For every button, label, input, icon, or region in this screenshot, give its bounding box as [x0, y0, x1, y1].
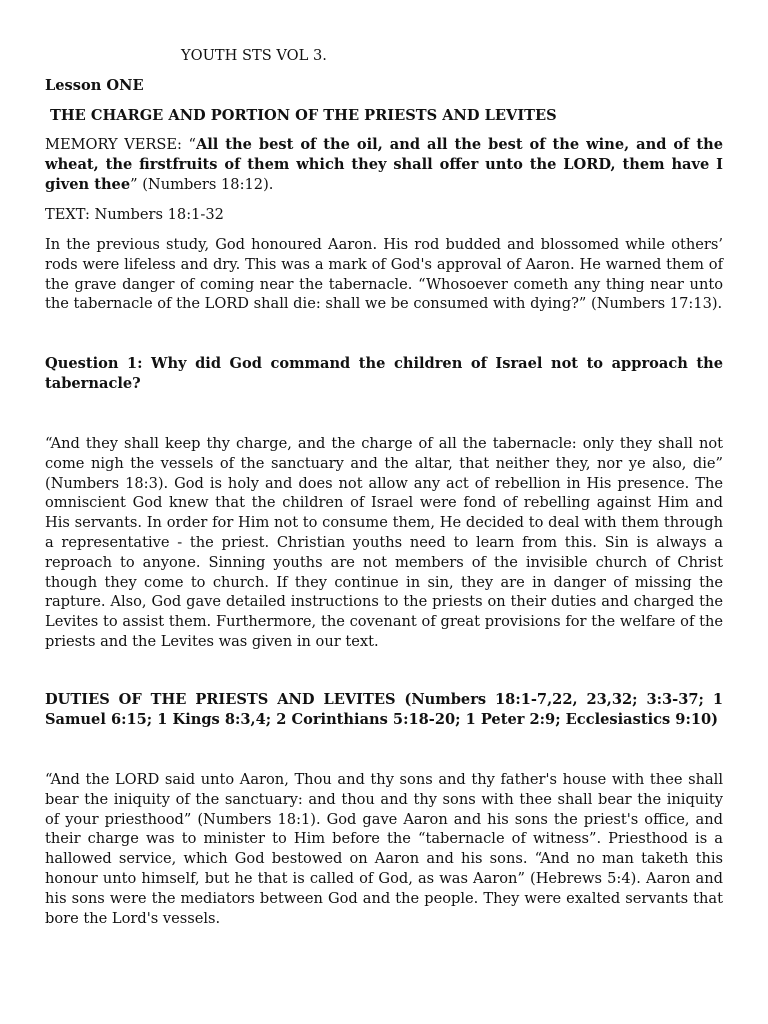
duties-heading: DUTIES OF THE PRIESTS AND LEVITES (Numbers 18:1-7,22, 23,32; 3:3-37; 1 Samuel 6:15; 1 Kings 8:3,4; 2 Corinthians 5:18-20; 1 Peter 2:9; Ecclesiastics 9:10) — [45, 691, 723, 728]
intro-paragraph: In the previous study, God honoured Aaron. His rod budded and blossomed while others’ rods were lifeless and dry. This was a mark of God's approval of Aaron. He warned them of the grave danger of coming near the tabernacle. “Whosoever cometh any thing near unto the tabernacle of the LORD shall die: shall we be consumed with dying?” (Numbers 17:13). — [45, 236, 723, 313]
memory-verse-reference: ” (Numbers 18:12). — [130, 175, 274, 193]
lesson-title: THE CHARGE AND PORTION OF THE PRIESTS AND LEVITES — [50, 107, 557, 124]
memory-verse-label: MEMORY VERSE: “ — [45, 136, 196, 153]
question-1: Question 1: Why did God command the children of Israel not to approach the tabernacle? — [45, 355, 723, 392]
duties-paragraph: “And the LORD said unto Aaron, Thou and thy sons and thy father's house with thee shall bear the iniquity of the sanctuary: and thou and thy sons with thee shall bear the iniquity of your priesthood” (Numbers 18:1). God gave Aaron and his sons the priest's office, and their charge was to minister to Him before the “tabernacle of witness”. Priesthood is a hallowed service, which God bestowed on Aaron and his sons. “And no man taketh this honour unto himself, but he that is called of God, as was Aaron” (Hebrews 5:4). Aaron and his sons were the mediators between God and the people. They were exalted servants that bore the Lord's vessels. — [45, 771, 723, 927]
memory-verse — [45, 135, 723, 194]
memory-verse-quote: All the best of the oil, and all the best of the wine, and of the wheat, the firstfruits of them which they shall offer unto the LORD, them have I given thee — [45, 136, 723, 193]
answer-1-paragraph: “And they shall keep thy charge, and the charge of all the tabernacle: only they shall not come nigh the vessels of the sanctuary and the altar, that neither they, nor ye also, die” (Numbers 18:3). God is holy and does not allow any act of rebellion in His presence. The omniscient God knew that the children of Israel were fond of rebelling against Him and His servants. In order for Him not to consume them, He decided to deal with them through a representative - the priest. Christian youths need to learn from this. Sin is always a reproach to anyone. Sinning youths are not members of the invisible church of Christ though they come to church. If they continue in sin, they are in danger of missing the rapture. Also, God gave detailed instructions to the priests on their duties and charged the Levites to assist them. Furthermore, the covenant of great provisions for the welfare of the priests and the Levites was given in our text. — [45, 435, 723, 650]
series-title: YOUTH STS VOL 3. — [181, 47, 327, 64]
lesson-label: Lesson ONE — [45, 77, 144, 94]
text-reference: TEXT: Numbers 18:1-32 — [45, 206, 224, 223]
